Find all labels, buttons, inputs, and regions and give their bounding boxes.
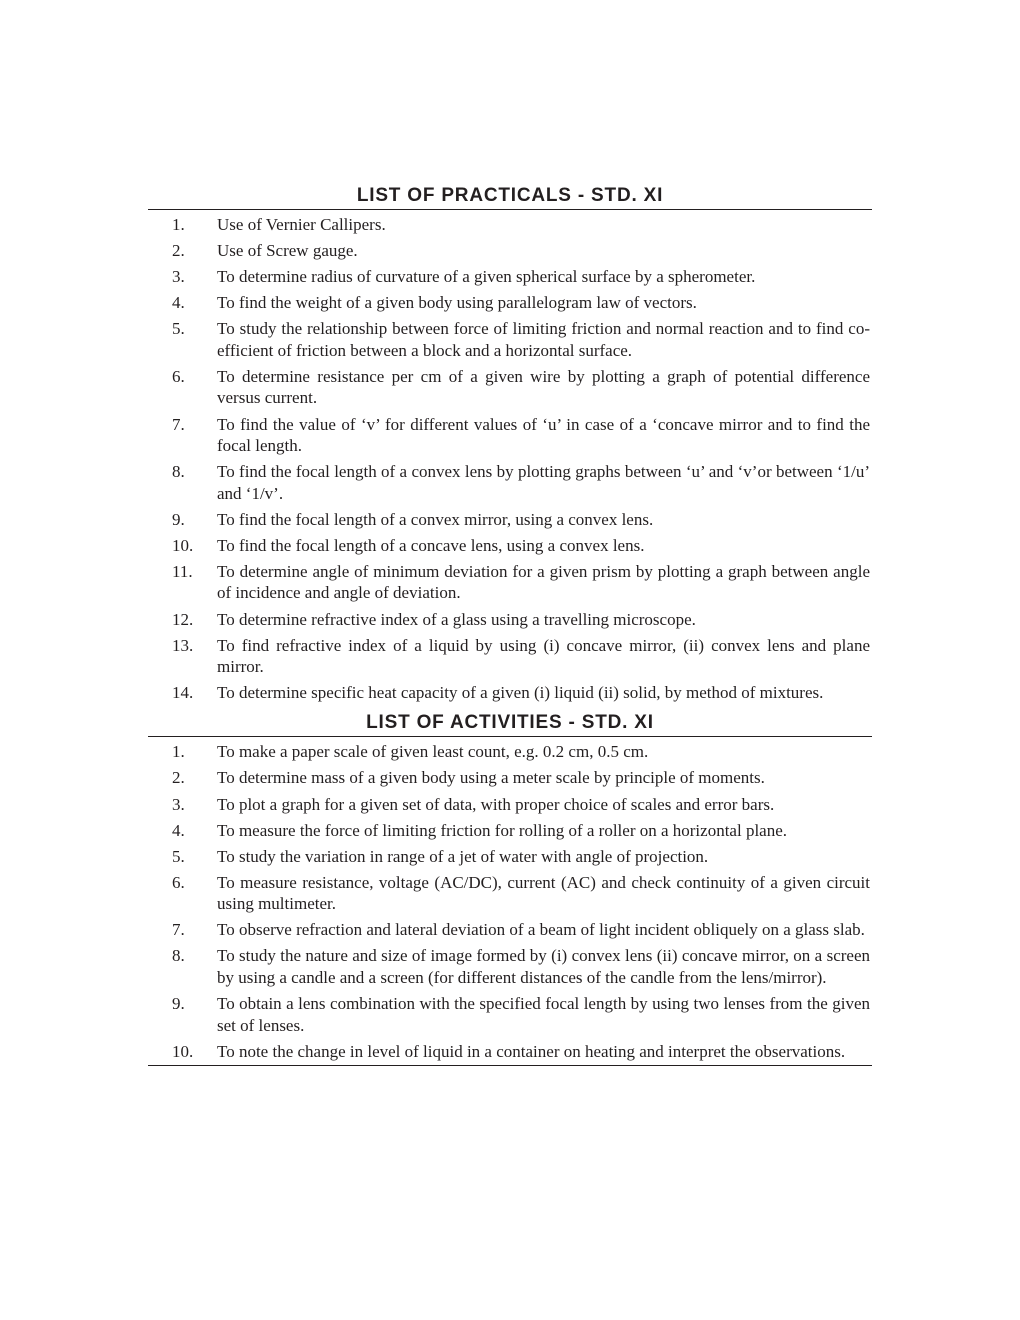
item-number: 3. xyxy=(172,794,185,814)
item-text: To find the weight of a given body using parallelogram law of vectors. xyxy=(217,293,697,313)
activity-item xyxy=(148,820,872,842)
practical-item xyxy=(148,535,872,557)
activities-title: LIST OF ACTIVITIES - STD. XI xyxy=(366,712,654,734)
item-number: 2. xyxy=(172,768,185,788)
practicals-list xyxy=(148,210,872,704)
item-number: 9. xyxy=(172,509,185,529)
activity-item xyxy=(148,919,872,941)
item-number: 6. xyxy=(172,366,185,386)
item-number: 7. xyxy=(172,920,185,940)
activity-item xyxy=(148,945,872,988)
item-number: 10. xyxy=(172,1041,194,1061)
item-text: To find the focal length of a concave lens, using a convex lens. xyxy=(217,535,645,555)
item-number: 8. xyxy=(172,462,185,482)
practical-item xyxy=(148,366,872,409)
item-text: To find the focal length of a convex mirror, using a convex lens. xyxy=(217,509,654,529)
item-text: To observe refraction and lateral deviation of a beam of light incident obliquely on a glass slab. xyxy=(217,920,865,940)
item-number: 12. xyxy=(172,609,194,629)
practical-item xyxy=(148,461,872,504)
activity-item xyxy=(148,741,872,763)
item-text: To find the focal length of a convex lens by plotting graphs between ‘u’ and ‘v’or between ‘1/u’ and ‘1/v’. xyxy=(217,462,870,503)
practical-item xyxy=(148,561,872,604)
practical-item xyxy=(148,240,872,262)
practical-item xyxy=(148,214,872,236)
item-number: 4. xyxy=(172,820,185,840)
practical-item xyxy=(148,318,872,361)
activity-item xyxy=(148,1041,872,1063)
practical-item xyxy=(148,682,872,704)
practical-item xyxy=(148,414,872,457)
practical-item xyxy=(148,292,872,314)
item-text: To plot a graph for a given set of data, with proper choice of scales and error bars. xyxy=(217,794,775,814)
item-text: To determine refractive index of a glass using a travelling microscope. xyxy=(217,609,696,629)
item-number: 2. xyxy=(172,241,185,261)
item-number: 5. xyxy=(172,319,185,339)
activity-item xyxy=(148,794,872,816)
item-number: 1. xyxy=(172,215,185,234)
item-text: To measure resistance, voltage (AC/DC), current (AC) and check continuity of a given circuit using multimeter. xyxy=(217,872,870,914)
item-number: 5. xyxy=(172,846,185,866)
item-text: To make a paper scale of given least count, e.g. 0.2 cm, 0.5 cm. xyxy=(217,742,649,762)
item-number: 8. xyxy=(172,946,185,966)
item-text: To find refractive index of a liquid by using (i) concave mirror, (ii) convex lens and plane mirror. xyxy=(217,635,870,677)
item-number: 6. xyxy=(172,872,185,892)
item-number: 11. xyxy=(172,561,193,581)
practical-item xyxy=(148,635,872,678)
item-number: 3. xyxy=(172,267,185,287)
item-number: 4. xyxy=(172,293,185,313)
item-text: To obtain a lens combination with the specified focal length by using two lenses from the given set of lenses. xyxy=(217,994,870,1035)
item-text: To study the nature and size of image formed by (i) convex lens (ii) concave mirror, on a screen by using a candle and a screen (for different distances of the candle from the lens/mirror). xyxy=(217,946,870,987)
practical-item xyxy=(148,609,872,631)
item-text: To determine specific heat capacity of a given (i) liquid (ii) solid, by method of mixtures. xyxy=(217,683,824,703)
item-text: To determine mass of a given body using a meter scale by principle of moments. xyxy=(217,768,765,788)
activity-item xyxy=(148,767,872,789)
item-text: To note the change in level of liquid in a container on heating and interpret the observations. xyxy=(217,1041,846,1061)
item-number: 14. xyxy=(172,683,194,703)
item-number: 7. xyxy=(172,414,185,434)
item-text: To determine angle of minimum deviation for a given prism by plotting a graph between angle of incidence and angle of deviation. xyxy=(217,561,870,603)
item-text: To determine resistance per cm of a given wire by plotting a graph of potential difference versus current. xyxy=(217,366,870,408)
activities-list xyxy=(148,737,872,1062)
item-text: To find the value of ‘v’ for different values of ‘u’ in case of a ‘concave mirror and to find the focal length. xyxy=(217,414,870,456)
item-number: 9. xyxy=(172,994,185,1014)
item-number: 10. xyxy=(172,535,194,555)
activity-item xyxy=(148,846,872,868)
item-text: Use of Screw gauge. xyxy=(217,241,358,261)
activities-bottom-rule xyxy=(148,1065,872,1066)
item-number: 13. xyxy=(172,635,194,655)
practicals-title: LIST OF PRACTICALS - STD. XI xyxy=(356,185,664,206)
item-text: To measure the force of limiting friction for rolling of a roller on a horizontal plane. xyxy=(217,820,788,840)
activity-item xyxy=(148,993,872,1036)
activity-item xyxy=(148,872,872,915)
item-text: To study the relationship between force of limiting friction and normal reaction and to find co-efficient of friction between a block and a horizontal surface. xyxy=(217,319,870,360)
document-content xyxy=(148,183,872,1066)
item-text: To determine radius of curvature of a given spherical surface by a spherometer. xyxy=(217,267,756,287)
item-text: Use of Vernier Callipers. xyxy=(217,215,386,234)
practical-item xyxy=(148,509,872,531)
practical-item xyxy=(148,266,872,288)
item-number: 1. xyxy=(172,742,185,762)
item-text: To study the variation in range of a jet of water with angle of projection. xyxy=(217,846,709,866)
